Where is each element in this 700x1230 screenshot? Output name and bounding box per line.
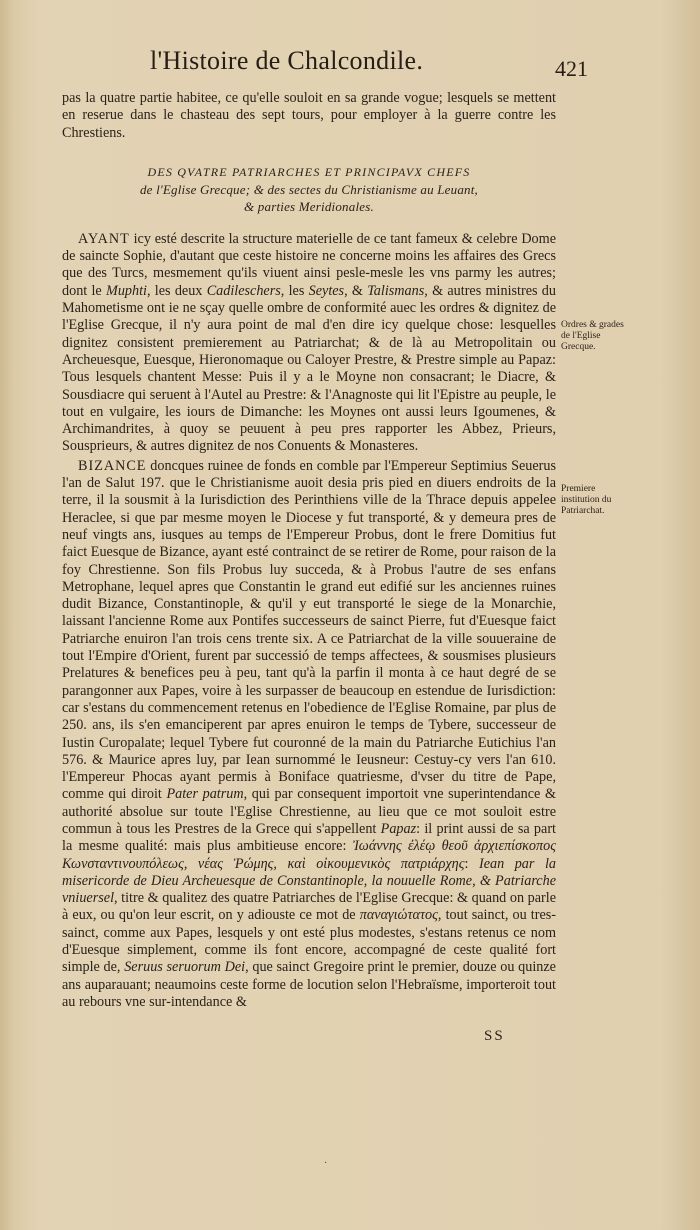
p2-text-2: , qui par consequent importoit vne superintendance & authorité absolue sur toute l'Eglise Chrestienne, au lieu que ce mot souloit estre commun à tous les Prestres de la Grece qui s'appellent xyxy=(62,786,556,837)
page-header xyxy=(150,46,588,84)
main-text-block xyxy=(62,90,556,1011)
p2-text-1: doncques ruinee de fonds en comble par l'Empereur Septimius Seuerus l'an de Salut 197. que le Christianisme auoit desia pris pied en diuers endroits de la terre, il la sousmit à la Iurisdiction des Perinthiens ville de la Thrace depuis appelee Heraclee, si que par mesme moyen le Diocese y fut transporté, & y demeura pres de neuf vingts ans, iusques au temps de l'Empereur Probus, dont le frere Domitius fut faict Euesque de Bizance, ayant esté contrainct de se retirer de Rome, pour raison de la foy Chrestienne. Son fils Probus luy succeda, & à Probus l'autre de ses enfans Metrophane, lequel apres que Constantin le grand eut edifié sur les anciennes ruines dudit Bizance, Constantinople, & qu'il y eut transporté le siege de la Monarchie, laissant l'ancienne Rome aux Pontifes successeurs de sainct Pierre, fut d'Euesque faict Patriarche enuiron l'an trois cens trente six. A ce Patriarchat de la ville souueraine de tout l'Empire d'Orient, furent par successió de temps affectees, & sousmises plusieurs Prelatures & benefices peu à peu, tant qu'à la parfin il monta à ce haut degré de se parangonner aux Papes, voire à les surpasser de beaucoup en estendue de Iurisdiction: car s'estans du commencement retenus en l'obedience de l'Eglise Romaine, par plus de 250. ans, ils s'en emanciperent par apres enuiron le temps de Tybere, successeur de Iustin Curopalate; lequel Tybere fut couronné de la main du Patriarche Eutichius l'an 576. & Maurice apres luy, par Iean surnommé le Ieusneur: Cestuy-cy vers l'an 610. l'Empereur Phocas ayant permis à Boniface quatriesme, d'vser du titre de Pape, comme qui diroit xyxy=(62,457,556,803)
paragraph-hierarchy xyxy=(62,231,556,456)
dropword-bizance: BIZANCE xyxy=(78,457,147,474)
section-heading-line3: & parties Meridionales. xyxy=(244,198,374,214)
margin-note-patriarchat: Premiere institution du Patriarchat. xyxy=(561,484,612,516)
section-heading xyxy=(62,164,556,215)
p1-text-4: , & xyxy=(344,282,368,299)
p2-greek-panagiotatos: παναγιώτατος xyxy=(359,907,438,924)
p1-text-1: icy esté descrite la structure materielle de ce tant fameux & celebre Dome de saincte Sophie, d'autant que ceste histoire ne concerne moins les affaires des Grecs que des Turcs, mesmement qu'ils viuent ainsi pesle-mesle les vns parmy les autres; dont le xyxy=(62,230,556,299)
ornament-mark: · xyxy=(324,1158,328,1169)
lead-paragraph xyxy=(62,90,556,142)
p2-italic-french-title: Iean par la misericorde de Dieu Archeuesque de Constantinople, la nouuelle Rome, & Patriarche vniuersel xyxy=(62,855,556,907)
p2-text-5: , titre & qualitez des quatre Patriarches de l'Eglise Grecque: & quand on parle à eux, ou qu'on leur escrit, on y adiouste ce mot de xyxy=(62,890,556,924)
p1-italic-cadileschers: Cadileschers xyxy=(206,282,281,299)
p1-italic-muphti: Muphti xyxy=(106,282,147,299)
p2-italic-seruus: Seruus seruorum Dei xyxy=(124,959,246,976)
p1-italic-seytes: Seytes xyxy=(308,282,345,299)
p2-text-7: , que sainct Gregoire print le premier, douze ou quinze ans auparauant; neaumoins ceste forme de locution selon l'Hebraïsme, importeroit tout au rebours vne sur-intendance & xyxy=(62,959,556,1010)
p2-greek-title: Ἰωάννης ἐλέῳ θεοῦ ἀρχιεπίσκοπος Κωνσταντινουπόλεως, νέας Ῥώμης, καὶ οἰκουμενικὸς πατριάρχης xyxy=(62,838,556,872)
p2-text-6: , tout sainct, ou tres-sainct, comme aux Papes, lesquels y ont esté plus modestes, s'estans retenus ce nom d'Euesque simplement, comme ils font encore, accompagné de ceste qualité fort simple de, xyxy=(62,907,556,976)
paragraph-bizance xyxy=(62,458,556,1012)
dropword-ayant: AYANT xyxy=(78,230,130,247)
signature-mark: SS xyxy=(484,1028,505,1044)
margin-note-orders: Ordres & grades de l'Eglise Grecque. xyxy=(561,320,624,352)
p1-italic-talismans: Talismans xyxy=(367,282,425,299)
p2-text-3: : il print aussi de sa part la mesme qualité: mais plus ambitieuse encore: xyxy=(62,820,556,855)
p1-text-5: , & autres ministres du Mahometisme ont ie ne sçay quelle ombre de conformité auec les ordres & dignitez de l'Eglise Grecque, il n'y aura point de mal d'en dire icy quelque chose: lesquelles dignitez consistent premierement au Patriarchat; & de là au Metropolitain ou Archeuesque, Euesque, Hieronomaque ou Caloyer Prestre, & Prestre simple au Papaz: Tous lesquels chantent Messe: Puis il y a le Moyne non consacrant; le Diacre, & Sousdiacre qui seruent à l'Autel au Prestre: & l'Anagnoste qui lit l'Epistre au peuple, le tout en vulgaire, les iours de Dimanche: les Moynes ont aussi leurs Igoumenes, & Archimandrites, à quoy se peuuent à peu pres rapporter les Abbez, Prieurs, Sousprieurs, & autres dignitez de nos Conuents & Monasteres. xyxy=(62,282,556,455)
running-title: l'Histoire de Chalcondile. xyxy=(150,46,424,75)
section-heading-line2: de l'Eglise Grecque; & des sectes du Christianisme au Leuant, xyxy=(139,181,478,197)
body-text xyxy=(62,231,556,1011)
lead-text: pas la quatre partie habitee, ce qu'elle souloit en sa grande vogue; lesquels se mettent en reserue dans le chasteau des sept tours, pour employer à la guerre contre les Chrestiens. xyxy=(62,90,556,141)
p2-text-4: : xyxy=(464,855,479,872)
page-number: 421 xyxy=(555,56,588,81)
section-heading-caps: DES QVATRE PATRIARCHES ET PRINCIPAVX CHEFS xyxy=(147,164,471,179)
p2-italic-pater-patrum: Pater patrum xyxy=(166,786,244,803)
p2-italic-papaz: Papaz xyxy=(380,820,417,837)
p1-text-2: , les deux xyxy=(146,282,207,299)
p1-text-3: , les xyxy=(280,282,309,299)
